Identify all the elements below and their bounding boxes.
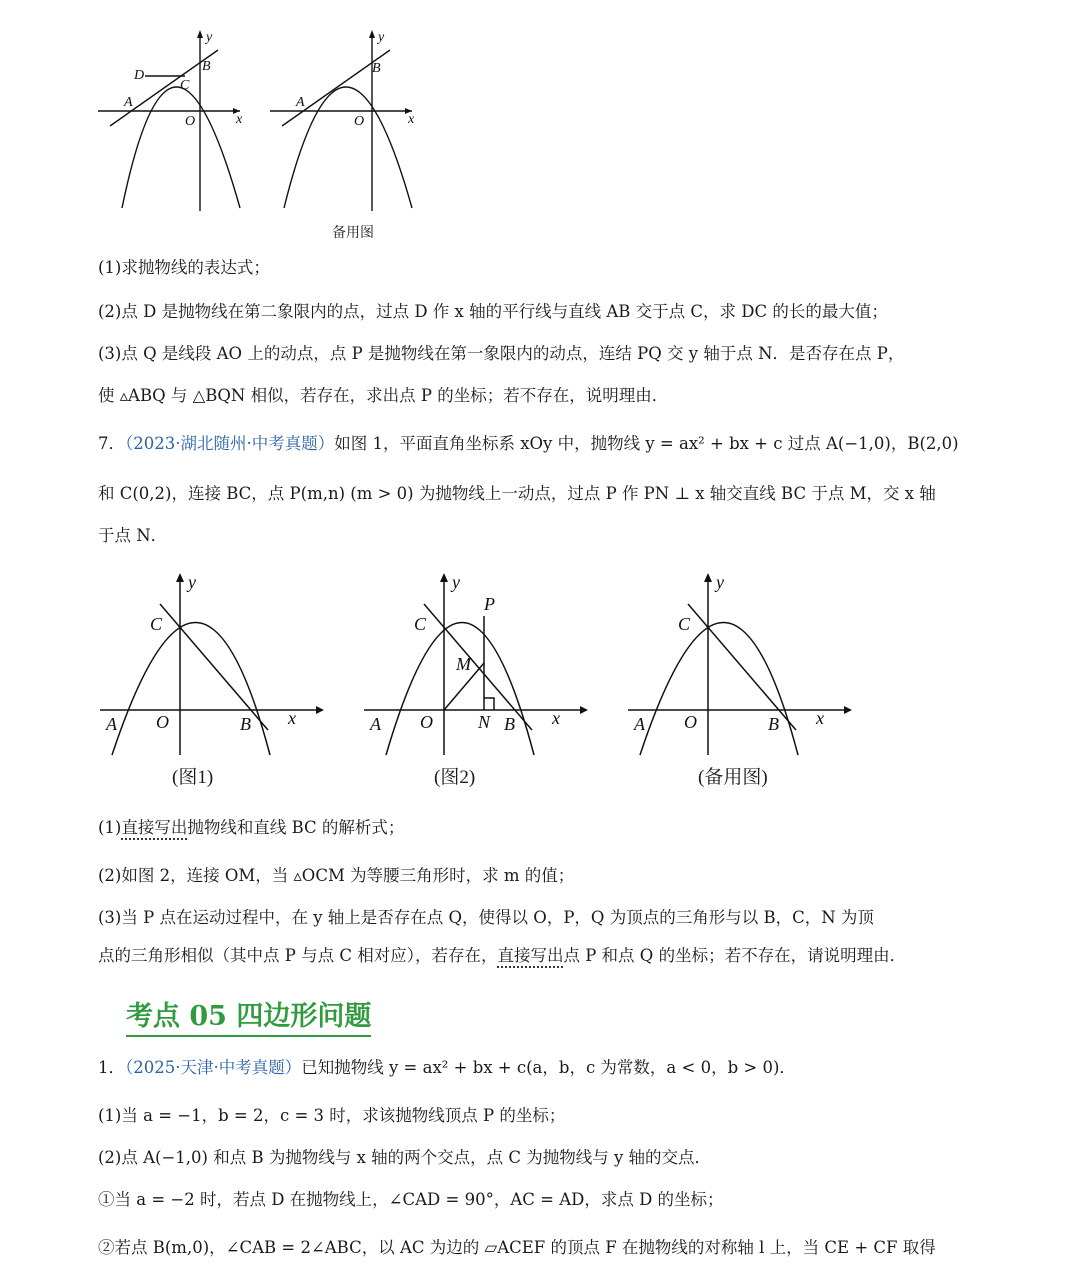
y-label: y (188, 572, 196, 592)
origin-label: O (185, 114, 196, 129)
origin-label: O (354, 114, 365, 129)
point-D-label: D (134, 68, 145, 83)
s1-part-2: (2)点 A(−1,0) 和点 B 为抛物线与 x 轴的两个交点，点 C 为抛物线与 y 轴的交点． (98, 1148, 712, 1167)
q6-part-1: (1)求抛物线的表达式； (98, 258, 270, 277)
point-B-label: B (504, 714, 515, 734)
y-label: y (378, 30, 385, 45)
question-text: 如图 1，平面直角坐标系 xOy 中，抛物线 y = ax² + bx + c 过点 A(−1,0)，B(2,0) (334, 434, 959, 453)
figure-caption: 备用图 (332, 225, 374, 241)
point-B-label: B (202, 59, 211, 74)
y-label: y (206, 30, 213, 45)
question-source: （2025·天津·中考真题） (125, 1058, 302, 1077)
figure-caption-1: (图1) (172, 767, 214, 788)
q6-part-2: (2)点 D 是抛物线在第二象限内的点，过点 D 作 x 轴的平行线与直线 AB 交于点 C，求 DC 的长的最大值； (98, 302, 888, 321)
origin-label: O (156, 712, 169, 732)
point-B-label: B (768, 714, 779, 734)
x-label: x (236, 112, 243, 127)
question-number: 1． (98, 1058, 125, 1077)
x-label: x (288, 708, 296, 728)
question-text: 已知抛物线 y = ax² + bx + c(a，b，c 为常数，a < 0，b > 0)． (301, 1058, 796, 1077)
figure-caption-3: (备用图) (698, 767, 768, 788)
x-label: x (552, 708, 560, 728)
point-B-label: B (372, 61, 381, 76)
parabola-figure-2 (262, 26, 432, 216)
q7-figure-3 (622, 570, 862, 760)
y-label: y (452, 572, 460, 592)
q7-figure-1 (94, 570, 334, 760)
point-A-label: A (124, 95, 133, 110)
point-C-label: C (414, 614, 427, 634)
point-A-label: A (634, 714, 645, 734)
point-A-label: A (106, 714, 117, 734)
point-C-label: C (678, 614, 691, 634)
emphasis-text: 直接写出 (121, 818, 188, 837)
point-P-label: P (484, 594, 495, 614)
s1-line-1 (98, 1056, 796, 1080)
part-text-rest: 点 P 和点 Q 的坐标；若不存在，请说明理由． (563, 946, 907, 965)
part-text: 点的三角形相似（其中点 P 与点 C 相对应），若存在， (98, 946, 498, 965)
point-A-label: A (296, 95, 305, 110)
point-M-label: M (456, 654, 471, 674)
point-C-label: C (180, 78, 190, 93)
y-label: y (716, 572, 724, 592)
q6-part-3-line-1: (3)点 Q 是线段 AO 上的动点，点 P 是抛物线在第一象限内的动点，连结 PQ 交 y 轴于点 N．是否存在点 P， (98, 344, 905, 363)
s1-part-2-sub-2: ②若点 B(m,0)，∠CAB = 2∠ABC，以 AC 为边的 ▱ACEF 的顶点 F 在抛物线的对称轴 l 上，当 CE + CF 取得 (98, 1238, 936, 1257)
section-heading: 考点 05 四边形问题 (126, 994, 371, 1033)
part-text: 抛物线和直线 BC 的解析式； (187, 818, 405, 837)
point-N-label: N (478, 712, 491, 732)
s1-part-2-sub-1: ①当 a = −2 时，若点 D 在抛物线上，∠CAD = 90°，AC = AD，求点 D 的坐标； (98, 1190, 724, 1209)
q7-part-3-line-1: (3)当 P 点在运动过程中，在 y 轴上是否存在点 Q，使得以 O，P，Q 为顶点的三角形与以 B，C，N 为顶 (98, 908, 874, 927)
origin-label: O (684, 712, 697, 732)
point-C-label: C (150, 614, 163, 634)
x-label: x (816, 708, 824, 728)
q7-part-1 (98, 816, 404, 840)
point-A-label: A (370, 714, 381, 734)
question-number: 7． (98, 434, 125, 453)
q6-part-3-line-2: 使 ▵ABQ 与 △BQN 相似，若存在，求出点 P 的坐标；若不存在，说明理由． (98, 386, 669, 405)
q7-part-3-line-2 (98, 944, 906, 968)
q7-figure-2 (358, 570, 598, 760)
figure-caption-2: (图2) (434, 767, 476, 788)
parabola-figure-1 (90, 26, 260, 216)
part-number: (1) (98, 818, 122, 837)
question-source: （2023·湖北随州·中考真题） (125, 434, 335, 453)
q7-line-1 (98, 432, 959, 456)
point-B-label: B (240, 714, 251, 734)
q7-part-2: (2)如图 2，连接 OM，当 ▵OCM 为等腰三角形时，求 m 的值； (98, 866, 575, 885)
q7-line-3: 于点 N． (98, 526, 168, 545)
origin-label: O (420, 712, 433, 732)
emphasis-text: 直接写出 (497, 946, 564, 965)
x-label: x (408, 112, 415, 127)
q7-line-2: 和 C(0,2)，连接 BC，点 P(m,n) (m > 0) 为抛物线上一动点，过点 P 作 PN ⊥ x 轴交直线 BC 于点 M，交 x 轴 (98, 484, 936, 503)
s1-part-1: (1)当 a = −1，b = 2，c = 3 时，求该抛物线顶点 P 的坐标； (98, 1106, 566, 1125)
